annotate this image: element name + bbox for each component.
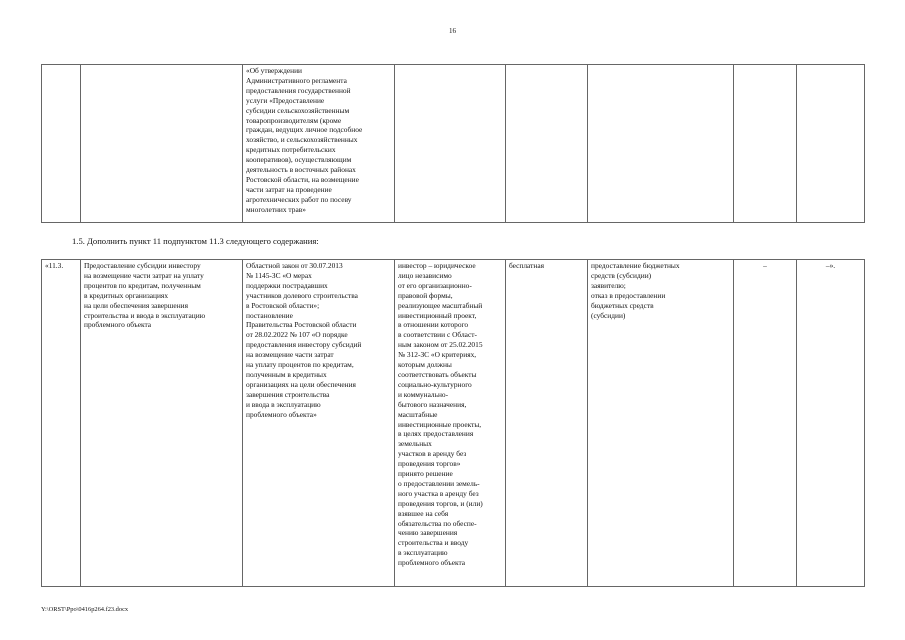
text-line: Правительства Ростовской области [246, 320, 357, 330]
text-line: (субсидии) [591, 310, 626, 320]
text-line: полученным в кредитных [246, 369, 327, 379]
text-line: на уплату процентов по кредитам, [246, 360, 354, 370]
text-line: чению завершения [398, 528, 458, 538]
text-line: инвестиционные проекты, [398, 419, 482, 429]
text-line: граждан, ведущих личное подсобное [246, 125, 363, 135]
text-line: реализующее масштабный [398, 300, 483, 310]
text-line: проблемного объекта [398, 558, 466, 568]
text-line: постановление [246, 310, 293, 320]
cell-service [81, 65, 243, 223]
text-line: ным законом от 25.02.2015 [398, 340, 483, 350]
text-line: Ростовской области, на возмещение [246, 174, 359, 184]
text-line: взявшее на себя [398, 508, 449, 518]
text-line: проведения торгов» [398, 459, 461, 469]
subsection-table [41, 259, 865, 587]
text-line: Предоставление субсидии инвестору [84, 261, 201, 270]
text-line: обязательства по обеспе- [398, 518, 477, 528]
text-line: и ввода в эксплуатацию [246, 399, 321, 409]
text-line: многолетних трав» [246, 204, 306, 214]
text-line: № 1145-ЗС «О мерах [246, 270, 312, 280]
text-line: соответствовать объекты [398, 369, 477, 379]
text-line: строительства и ввода в эксплуатацию [84, 310, 206, 320]
cell-cost: бесплатная [506, 260, 588, 587]
text-line: которым должны [398, 360, 452, 370]
text-line: № 312-ЗС «О критериях, [398, 350, 477, 360]
text-line: процентов по кредитам, полученным [84, 280, 201, 290]
text-line: в соответствии с Област- [398, 330, 477, 340]
cell-applicants [395, 65, 506, 223]
text-line: о предоставлении земель- [398, 478, 480, 488]
cell-cost [506, 65, 588, 223]
text-line: на возмещение части затрат на уплату [84, 270, 204, 280]
text-line: в целях предоставления [398, 429, 474, 439]
text-line: проблемного объекта [84, 320, 152, 330]
cell-legal-basis [243, 65, 395, 223]
text-line: участков в аренду без [398, 449, 467, 459]
text-line: товаропроизводителям (кроме [246, 115, 342, 125]
cell-result [588, 260, 734, 587]
cell-number [42, 65, 81, 223]
text-line: от 28.02.2022 № 107 «О порядке [246, 330, 348, 340]
text-line: организациях на цели обеспечения [246, 379, 356, 389]
text-line: участников долевого строительства [246, 290, 358, 300]
cell-legal-basis [243, 260, 395, 587]
text-line: хозяйство, и сельскохозяйственных [246, 135, 358, 145]
footer-file-path: Y:\ORST\Ppo\0416p264.f23.docx [41, 606, 129, 613]
text-line: заявителю; [591, 280, 626, 290]
table-row [42, 260, 865, 587]
text-line: в эксплуатацию [398, 548, 448, 558]
text-line: Областной закон от 30.07.2013 [246, 261, 343, 270]
cell-service [81, 260, 243, 587]
text-line: земельных [398, 439, 432, 449]
text-line: субсидии сельскохозяйственным [246, 105, 350, 115]
cell-col7 [734, 65, 797, 223]
text-line: предоставления инвестору субсидий [246, 340, 362, 350]
cell-col8 [797, 65, 865, 223]
text-line: социально-культурного [398, 379, 472, 389]
text-line: от его организационно- [398, 280, 472, 290]
text-line: проблемного объекта» [246, 409, 317, 419]
text-line: агротехнических работ по посеву [246, 194, 352, 204]
text-line: ного участка в аренду без [398, 488, 479, 498]
text-line: в кредитных организациях [84, 290, 169, 300]
text-line: в Ростовской области»; [246, 300, 320, 310]
text-line: лицо независимо [398, 270, 452, 280]
section-heading: 1.5. Дополнить пункт 11 подпунктом 11.3 следующего содержания: [72, 236, 319, 246]
text-line: бытового назначения, [398, 399, 467, 409]
continuation-table [41, 64, 865, 223]
text-line: проведения торгов, и (или) [398, 498, 483, 508]
text-line: Административного регламента [246, 75, 347, 85]
text-line: части затрат на проведение [246, 184, 332, 194]
cell-applicants [395, 260, 506, 587]
text-line: строительства и вводу [398, 538, 469, 548]
cell-number: «11.3. [42, 260, 81, 587]
cell-col8: –». [797, 260, 865, 587]
text-line: кредитных потребительских [246, 145, 336, 155]
text-line: в отношении которого [398, 320, 469, 330]
text-line: «Об утверждении [246, 66, 302, 75]
text-line: масштабные [398, 409, 438, 419]
text-line: и коммунально- [398, 389, 449, 399]
text-line: завершения строительства [246, 389, 330, 399]
cell-col7: – [734, 260, 797, 587]
text-line: на возмещение части затрат [246, 350, 334, 360]
text-line: поддержки пострадавших [246, 280, 328, 290]
text-line: на цели обеспечения завершения [84, 300, 189, 310]
text-line: средств (субсидии) [591, 270, 652, 280]
text-line: принято решение [398, 469, 453, 479]
text-line: кооперативов), осуществляющим [246, 155, 352, 165]
text-line: отказ в предоставлении [591, 290, 666, 300]
text-line: предоставление бюджетных [591, 261, 680, 270]
text-line: инвестиционный проект, [398, 310, 477, 320]
text-line: правовой формы, [398, 290, 453, 300]
text-line: услуги «Предоставление [246, 95, 325, 105]
table-row [42, 65, 865, 223]
cell-result [588, 65, 734, 223]
text-line: инвестор – юридическое [398, 261, 476, 270]
text-line: бюджетных средств [591, 300, 654, 310]
text-line: предоставления государственной [246, 85, 351, 95]
page-number: 16 [449, 27, 456, 35]
text-line: деятельность в восточных районах [246, 165, 356, 175]
